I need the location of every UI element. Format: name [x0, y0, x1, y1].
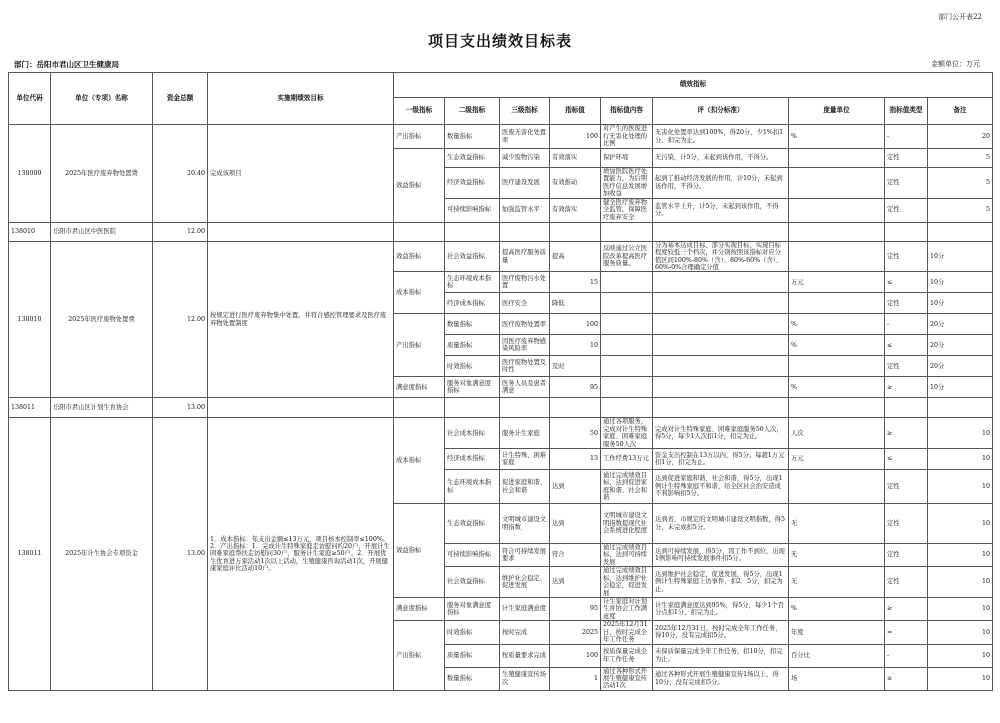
value-cell: 15: [550, 272, 601, 293]
target-cell: 1．成本指标：年支出金额≤13万元，项目核本控制率≤100%。2．产出指标：1．完成计生特殊家庭走访慰问约20户，开展计生困难家庭帮扶走访慰问30户，服务计生家庭≥50户。2．开展优生优育进万家活动1次以上活动，生殖健康咨询活动1次，开展健康家庭评比活动10户。: [208, 418, 394, 690]
page-title: 项目支出绩效目标表: [427, 32, 572, 50]
scoring-cell: 完成对计生特殊家庭、困难家庭服务50人次，得5分，每少1人次扣1分，扣完为止。: [653, 418, 789, 449]
level2-cell: 经济成本指标: [445, 449, 500, 470]
level3-cell: 生殖健康宣传场次: [500, 667, 550, 690]
level2-cell: 服务对象满意度指标: [445, 598, 500, 621]
value-cell: 95: [550, 377, 601, 398]
scoring-cell: 2025年12月31日，按时完成全年工作任务，得10分，没有完成扣5分。: [653, 621, 789, 644]
value-content-cell: 保护环境: [601, 149, 653, 168]
remark-cell: 20分: [928, 356, 993, 377]
level3-cell: 医疗废物污水处置: [500, 272, 550, 293]
value-cell: 有效推动: [550, 168, 601, 199]
value-content-cell: [601, 272, 653, 293]
remark-cell: 10: [928, 644, 993, 667]
scoring-cell: 资金支出控制在13万以内，得5分；每超1万元扣1分，扣完为止。: [653, 449, 789, 470]
value-content-cell: 反映通过公立医院改革提高医疗服务质量。: [601, 241, 653, 272]
value-content-cell: 文明城市建设文明指数提现代社会系统进化程度: [601, 504, 653, 544]
measure-unit-cell: [789, 470, 885, 504]
measure-unit-cell: %: [789, 598, 885, 621]
scoring-cell: [653, 356, 789, 377]
value-cell: 达到: [550, 504, 601, 544]
unit-code-cell: 138010: [9, 222, 51, 241]
header-level3: 三级指标: [500, 98, 550, 125]
remark-cell: 20分: [928, 335, 993, 356]
performance-target-table: [8, 72, 993, 691]
value-type-cell: 定性: [885, 241, 928, 272]
measure-unit-cell: 无: [789, 544, 885, 567]
remark-cell: 20分: [928, 314, 993, 335]
value-cell: 100: [550, 125, 601, 149]
remark-cell: 10: [928, 449, 993, 470]
level3-cell: 医疗安全: [500, 293, 550, 314]
amount-cell: 12.00: [153, 241, 208, 398]
value-type-cell: 定性: [885, 567, 928, 598]
header-value-type: 指标值类型: [885, 98, 928, 125]
value-content-cell: [601, 314, 653, 335]
value-cell: 10: [550, 335, 601, 356]
level3-cell: 促进家庭和谐、社会和谐: [500, 470, 550, 504]
value-cell: 95: [550, 598, 601, 621]
value-content-cell: 2025年12月31日，按时完成全年工作任务: [601, 621, 653, 644]
department-label: 部门：岳阳市君山区卫生健康局: [14, 60, 119, 69]
measure-unit-cell: [789, 168, 885, 199]
remark-cell: 10: [928, 504, 993, 544]
level2-cell: 数量指标: [445, 667, 500, 690]
value-cell: 符合: [550, 544, 601, 567]
unit-code-cell: 138011: [9, 418, 51, 690]
scoring-cell: 分为基本达成目标、部分实现目标、实现目标程度较低三个档次，并分别按照该指标对应分值区间100%-80%（含）、80%-60%（含）、60%-0%合理确定分值: [653, 241, 789, 272]
header-total-funds: 资金总额: [153, 73, 208, 125]
level1-cell: 成本指标: [394, 272, 445, 314]
value-cell: 有效落实: [550, 198, 601, 222]
value-type-cell: 定性: [885, 544, 928, 567]
measure-unit-cell: 万元: [789, 272, 885, 293]
level3-cell: 医疗建设发展: [500, 168, 550, 199]
measure-unit-cell: %: [789, 125, 885, 149]
level2-cell: 时效指标: [445, 621, 500, 644]
remark-cell: 20: [928, 125, 993, 149]
value-content-cell: [601, 377, 653, 398]
header-target: 实施期绩效目标: [208, 73, 394, 125]
page-number-note: 部门公开表22: [938, 13, 982, 21]
value-cell: 及时: [550, 356, 601, 377]
level2-cell: 社会成本指标: [445, 418, 500, 449]
scoring-cell: [653, 377, 789, 398]
level3-cell: 提高医疗服务质量: [500, 241, 550, 272]
value-content-cell: 健全医疗废弃物全监管，保障医疗废弃安全: [601, 198, 653, 222]
unit-code-cell: 138011: [9, 398, 51, 418]
level3-cell: 医疗废物处置率: [500, 314, 550, 335]
value-content-cell: [601, 335, 653, 356]
level1-cell: 效益指标: [394, 149, 445, 223]
value-type-cell: -: [885, 644, 928, 667]
value-cell: 1: [550, 667, 601, 690]
unit-code-cell: 138009: [9, 125, 51, 223]
scoring-cell: [653, 293, 789, 314]
scoring-cell: 达到省、市规定的文明城市建设文明指数，得5分，未完成扣5分。: [653, 504, 789, 544]
remark-cell: 10: [928, 470, 993, 504]
level3-cell: 因医疗废弃物感染风险率: [500, 335, 550, 356]
measure-unit-cell: %: [789, 335, 885, 356]
scoring-cell: 未保质保量完成全年工作任务，扣10分，扣完为止。: [653, 644, 789, 667]
level3-cell: 医务人员及患者满意: [500, 377, 550, 398]
value-content-cell: 计生家庭对计划生育协会工作满意度: [601, 598, 653, 621]
level2-cell: 数量指标: [445, 314, 500, 335]
measure-unit-cell: %: [789, 314, 885, 335]
measure-unit-cell: 人次: [789, 418, 885, 449]
measure-unit-cell: 年度: [789, 621, 885, 644]
measure-unit-cell: 无: [789, 504, 885, 544]
remark-cell: 10: [928, 598, 993, 621]
level1-cell: 产出指标: [394, 621, 445, 691]
scoring-cell: 通过各种形式开展生殖健康宣传1场以上，得10分，没有完成扣5分。: [653, 667, 789, 690]
remark-cell: 10分: [928, 377, 993, 398]
remark-cell: 10: [928, 567, 993, 598]
value-content-cell: 增加医院医疗处置能力，为后期医疗信息发展增加收益: [601, 168, 653, 199]
value-type-cell: ≤: [885, 335, 928, 356]
unit-name-cell: 2025年计生协会专项资金: [51, 418, 153, 690]
value-type-cell: =: [885, 621, 928, 644]
remark-cell: 10: [928, 418, 993, 449]
value-content-cell: 对产生的医废进行无害化处理的比例: [601, 125, 653, 149]
header-value-content: 指标值内容: [601, 98, 653, 125]
value-content-cell: [601, 293, 653, 314]
remark-cell: 10: [928, 544, 993, 567]
level2-cell: 可持续影响指标: [445, 544, 500, 567]
level2-cell: 生态效益指标: [445, 504, 500, 544]
scoring-cell: 达到促进家庭和谐、社会和谐，得5分，出现1例计生特殊家庭不和谐，给全区社会治安造成不利影响扣5分。: [653, 470, 789, 504]
value-type-cell: 定性: [885, 149, 928, 168]
table-row: [9, 241, 993, 272]
level1-cell: 产出指标: [394, 125, 445, 149]
unit-name-cell: 2025年医疗废弃物处置费: [51, 125, 153, 223]
scoring-cell: 无害化处置率达到100%，得20分，少1%扣1分，扣完为止。: [653, 125, 789, 149]
value-content-cell: 通过完成绩效目标，达到可持续发展: [601, 544, 653, 567]
value-content-cell: [601, 356, 653, 377]
level2-cell: 时效指标: [445, 356, 500, 377]
level1-cell: 产出指标: [394, 314, 445, 377]
table-row: [9, 222, 993, 241]
value-type-cell: 定性: [885, 198, 928, 222]
value-cell: 达到: [550, 470, 601, 504]
value-type-cell: 定性: [885, 470, 928, 504]
measure-unit-cell: 百分比: [789, 644, 885, 667]
measure-unit-cell: [789, 149, 885, 168]
amount-unit-label: 金额单位：万元: [931, 60, 980, 68]
value-type-cell: -: [885, 125, 928, 149]
level3-cell: 医疗废物处置及时性: [500, 356, 550, 377]
level2-cell: 质量指标: [445, 644, 500, 667]
measure-unit-cell: %: [789, 377, 885, 398]
level3-cell: 计生特殊、困难家庭: [500, 449, 550, 470]
level3-cell: 服务计生家庭: [500, 418, 550, 449]
scoring-cell: 达到维护社会稳定，促进发展，得5分，出现1例计生特殊家庭上访事件，扣2．5分，扣完为止。: [653, 567, 789, 598]
level3-cell: 按时完成: [500, 621, 550, 644]
value-type-cell: ≥: [885, 377, 928, 398]
level3-cell: 维护社会稳定、促进发展: [500, 567, 550, 598]
level2-cell: 质量指标: [445, 335, 500, 356]
unit-name-cell: 岳阳市君山区中医医院: [51, 222, 153, 241]
value-type-cell: ≤: [885, 449, 928, 470]
amount-cell: 13.00: [153, 418, 208, 690]
table-row: [9, 418, 993, 449]
header-unit-name: 单位（专项）名称: [51, 73, 153, 125]
remark-cell: 5: [928, 168, 993, 199]
level3-cell: 文明城市建设文明指数: [500, 504, 550, 544]
value-type-cell: -: [885, 314, 928, 335]
remark-cell: 5: [928, 198, 993, 222]
level2-cell: 社会效益指标: [445, 567, 500, 598]
target-cell: 按规定进行医疗废弃物集中处置，并符合感控管理要求及医疗废弃物处置制度: [208, 241, 394, 398]
level1-cell: 效益指标: [394, 504, 445, 598]
level2-cell: 经济效益指标: [445, 168, 500, 199]
level1-cell: 成本指标: [394, 418, 445, 504]
remark-cell: 10分: [928, 241, 993, 272]
level3-cell: 医废无害化处置率: [500, 125, 550, 149]
level2-cell: 生态效益指标: [445, 149, 500, 168]
header-scoring: 评（扣分标准）: [653, 98, 789, 125]
scoring-cell: 无污染，计5分，未起到该作用，不得分。: [653, 149, 789, 168]
measure-unit-cell: [789, 293, 885, 314]
value-type-cell: 定性: [885, 356, 928, 377]
header-indicators: 绩效指标: [394, 73, 993, 98]
level3-cell: 加强监管水平: [500, 198, 550, 222]
level1-cell: 效益指标: [394, 241, 445, 272]
value-content-cell: 通过完成绩效目标，达到促进家庭和谐、社会和谐: [601, 470, 653, 504]
scoring-cell: 监管水平上升，计5分，未起到该作用，不得分。: [653, 198, 789, 222]
level3-cell: 减少废物污染: [500, 149, 550, 168]
unit-code-cell: 138010: [9, 241, 51, 398]
value-type-cell: 定性: [885, 168, 928, 199]
value-cell: 100: [550, 644, 601, 667]
remark-cell: 5: [928, 149, 993, 168]
level3-cell: 计生家庭满意度: [500, 598, 550, 621]
scoring-cell: 起到了推动经济发展的作用，计10分，未起到该作用，不得分。: [653, 168, 789, 199]
amount-cell: 20.40: [153, 125, 208, 223]
value-type-cell: 定性: [885, 293, 928, 314]
value-content-cell: 通过各项服务，完成对计生特殊家庭、困难家庭服务50人次: [601, 418, 653, 449]
level2-cell: 社会效益指标: [445, 241, 500, 272]
level2-cell: 生态环境成本指标: [445, 470, 500, 504]
remark-cell: 10分: [928, 293, 993, 314]
measure-unit-cell: [789, 241, 885, 272]
amount-cell: 12.00: [153, 222, 208, 241]
value-cell: 13: [550, 449, 601, 470]
level2-cell: 服务对象满意度指标: [445, 377, 500, 398]
value-type-cell: ≥: [885, 667, 928, 690]
value-type-cell: 定性: [885, 504, 928, 544]
target-cell: 完成该项目: [208, 125, 394, 223]
table-row: [9, 398, 993, 418]
header-level1: 一级指标: [394, 98, 445, 125]
scoring-cell: [653, 314, 789, 335]
header-remark: 备注: [928, 98, 993, 125]
value-cell: 提高: [550, 241, 601, 272]
unit-name-cell: 2025年医疗废物处置费: [51, 241, 153, 398]
scoring-cell: 计生家庭满意度达到95%，得5分，每少1个百分点扣1分，扣完为止。: [653, 598, 789, 621]
level2-cell: 数量指标: [445, 125, 500, 149]
scoring-cell: 达到可持续发展，得5分，因工作不到位，出现1例影响可持续发展事件扣5分。: [653, 544, 789, 567]
header-level2: 二级指标: [445, 98, 500, 125]
header-measure-unit: 度量单位: [789, 98, 885, 125]
level1-cell: 满意度指标: [394, 598, 445, 621]
header-value: 指标值: [550, 98, 601, 125]
measure-unit-cell: 万元: [789, 449, 885, 470]
value-cell: 50: [550, 418, 601, 449]
measure-unit-cell: [789, 198, 885, 222]
value-content-cell: 工作经费13万元: [601, 449, 653, 470]
value-type-cell: ≥: [885, 418, 928, 449]
remark-cell: 10: [928, 621, 993, 644]
amount-cell: 13.00: [153, 398, 208, 418]
value-content-cell: 通过完成绩效目标，达到维护社会稳定，促进发展: [601, 567, 653, 598]
measure-unit-cell: 无: [789, 567, 885, 598]
measure-unit-cell: 场: [789, 667, 885, 690]
level3-cell: 按质量要求完成: [500, 644, 550, 667]
table-row: [9, 125, 993, 149]
header-unit-code: 单位代码: [9, 73, 51, 125]
value-cell: 100: [550, 314, 601, 335]
value-cell: 降低: [550, 293, 601, 314]
level2-cell: 经济成本指标: [445, 293, 500, 314]
scoring-cell: [653, 272, 789, 293]
measure-unit-cell: [789, 356, 885, 377]
level2-cell: 生态环境成本指标: [445, 272, 500, 293]
scoring-cell: [653, 335, 789, 356]
level1-cell: 满意度指标: [394, 377, 445, 398]
remark-cell: 10: [928, 667, 993, 690]
level2-cell: 可持续影响指标: [445, 198, 500, 222]
remark-cell: 10分: [928, 272, 993, 293]
value-cell: 2025: [550, 621, 601, 644]
level3-cell: 符合可持续发展要求: [500, 544, 550, 567]
unit-name-cell: 岳阳市君山区计划生育协会: [51, 398, 153, 418]
value-content-cell: 按质保量完成全年工作任务: [601, 644, 653, 667]
value-content-cell: 通过各种形式开展生殖健康宣传活动1次: [601, 667, 653, 690]
value-type-cell: ≥: [885, 598, 928, 621]
value-type-cell: ≤: [885, 272, 928, 293]
value-cell: 有效落实: [550, 149, 601, 168]
value-cell: 达到: [550, 567, 601, 598]
